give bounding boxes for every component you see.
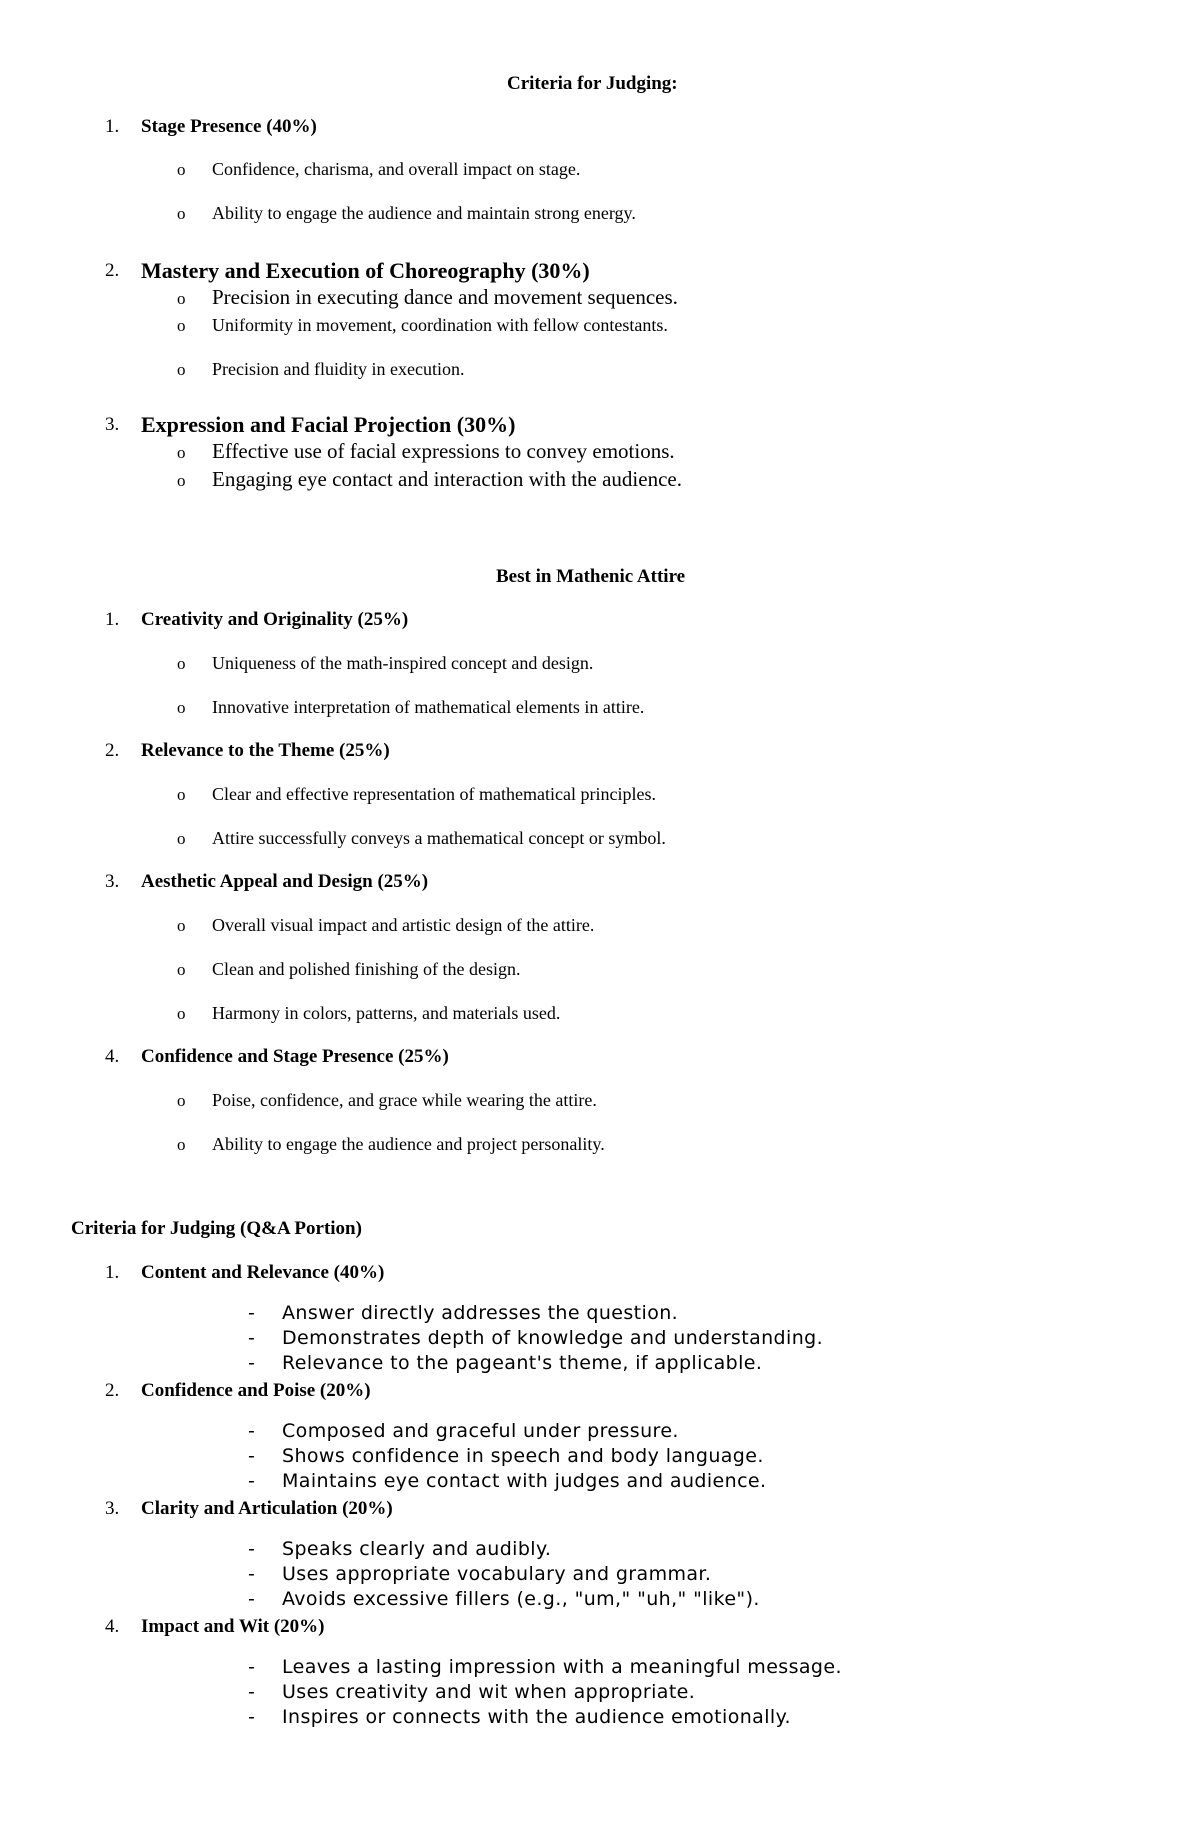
criterion-bullet: Uniqueness of the math-inspired concept and design.: [212, 653, 594, 673]
criterion-bullet: Leaves a lasting impression with a meaningful message.: [282, 1656, 842, 1678]
criterion-bullet: Relevance to the pageant's theme, if applicable.: [282, 1352, 763, 1374]
list-number: 4.: [105, 1616, 120, 1637]
criterion-bullet: Harmony in colors, patterns, and materials used.: [212, 1003, 561, 1023]
bullet-marker: o: [177, 960, 186, 979]
criterion-bullet: Clear and effective representation of mathematical principles.: [212, 784, 656, 804]
list-number: 3.: [105, 871, 120, 892]
criterion-heading: Aesthetic Appeal and Design (25%): [141, 871, 429, 892]
bullet-marker: o: [177, 443, 186, 462]
bullet-marker: o: [177, 698, 186, 717]
criterion-heading: Expression and Facial Projection (30%): [141, 412, 516, 437]
section-title: Criteria for Judging (Q&A Portion): [71, 1218, 362, 1239]
list-number: 1.: [105, 116, 120, 137]
bullet-marker: o: [177, 360, 186, 379]
list-number: 1.: [105, 1262, 120, 1283]
bullet-marker: o: [177, 916, 186, 935]
criterion-bullet: Ability to engage the audience and project personality.: [212, 1134, 605, 1154]
section-title: Best in Mathenic Attire: [496, 566, 686, 587]
dash-marker: -: [248, 1302, 255, 1324]
criterion-heading: Relevance to the Theme (25%): [141, 740, 390, 761]
criterion-bullet: Uniformity in movement, coordination with fellow contestants.: [212, 315, 668, 335]
criterion-bullet: Uses creativity and wit when appropriate.: [282, 1681, 696, 1703]
dash-marker: -: [248, 1352, 255, 1374]
criterion-bullet: Effective use of facial expressions to convey emotions.: [212, 439, 675, 463]
list-number: 2.: [105, 260, 120, 281]
criterion-heading: Creativity and Originality (25%): [141, 609, 409, 630]
bullet-marker: o: [177, 160, 186, 179]
bullet-marker: o: [177, 1135, 186, 1154]
criterion-bullet: Maintains eye contact with judges and audience.: [282, 1470, 767, 1492]
criterion-bullet: Composed and graceful under pressure.: [282, 1420, 679, 1442]
criterion-bullet: Avoids excessive fillers (e.g., "um," "uh," "like").: [282, 1588, 760, 1610]
bullet-marker: o: [177, 785, 186, 804]
criterion-heading: Impact and Wit (20%): [141, 1616, 325, 1637]
list-number: 2.: [105, 740, 120, 761]
criterion-bullet: Inspires or connects with the audience emotionally.: [282, 1706, 791, 1728]
dash-marker: -: [248, 1470, 255, 1492]
criterion-bullet: Clean and polished finishing of the design.: [212, 959, 521, 979]
criterion-bullet: Confidence, charisma, and overall impact on stage.: [212, 159, 581, 179]
list-number: 2.: [105, 1380, 120, 1401]
criterion-heading: Mastery and Execution of Choreography (30%): [141, 258, 590, 283]
bullet-marker: o: [177, 654, 186, 673]
dash-marker: -: [248, 1656, 255, 1678]
dash-marker: -: [248, 1445, 255, 1467]
criterion-bullet: Poise, confidence, and grace while wearing the attire.: [212, 1090, 597, 1110]
criterion-bullet: Overall visual impact and artistic design of the attire.: [212, 915, 595, 935]
criterion-heading: Confidence and Poise (20%): [141, 1380, 371, 1401]
dash-marker: -: [248, 1327, 255, 1349]
bullet-marker: o: [177, 204, 186, 223]
list-number: 4.: [105, 1046, 120, 1067]
criterion-bullet: Precision and fluidity in execution.: [212, 359, 465, 379]
dash-marker: -: [248, 1588, 255, 1610]
section-title: Criteria for Judging:: [507, 73, 678, 94]
criterion-heading: Content and Relevance (40%): [141, 1262, 385, 1283]
criterion-bullet: Demonstrates depth of knowledge and understanding.: [282, 1327, 824, 1349]
bullet-marker: o: [177, 471, 186, 490]
criterion-bullet: Answer directly addresses the question.: [282, 1302, 679, 1324]
list-number: 3.: [105, 414, 120, 435]
bullet-marker: o: [177, 316, 186, 335]
criterion-bullet: Uses appropriate vocabulary and grammar.: [282, 1563, 712, 1585]
criterion-bullet: Precision in executing dance and movement sequences.: [212, 285, 678, 309]
criterion-heading: Clarity and Articulation (20%): [141, 1498, 393, 1519]
criterion-bullet: Speaks clearly and audibly.: [282, 1538, 552, 1560]
bullet-marker: o: [177, 1004, 186, 1023]
dash-marker: -: [248, 1563, 255, 1585]
criterion-bullet: Engaging eye contact and interaction with the audience.: [212, 467, 682, 491]
criterion-heading: Stage Presence (40%): [141, 116, 317, 137]
bullet-marker: o: [177, 1091, 186, 1110]
criterion-bullet: Attire successfully conveys a mathematical concept or symbol.: [212, 828, 666, 848]
bullet-marker: o: [177, 289, 186, 308]
dash-marker: -: [248, 1538, 255, 1560]
list-number: 3.: [105, 1498, 120, 1519]
criterion-bullet: Innovative interpretation of mathematical elements in attire.: [212, 697, 645, 717]
bullet-marker: o: [177, 829, 186, 848]
criterion-bullet: Shows confidence in speech and body language.: [282, 1445, 764, 1467]
criterion-bullet: Ability to engage the audience and maintain strong energy.: [212, 203, 636, 223]
dash-marker: -: [248, 1420, 255, 1442]
dash-marker: -: [248, 1706, 255, 1728]
list-number: 1.: [105, 609, 120, 630]
dash-marker: -: [248, 1681, 255, 1703]
criterion-heading: Confidence and Stage Presence (25%): [141, 1046, 449, 1067]
